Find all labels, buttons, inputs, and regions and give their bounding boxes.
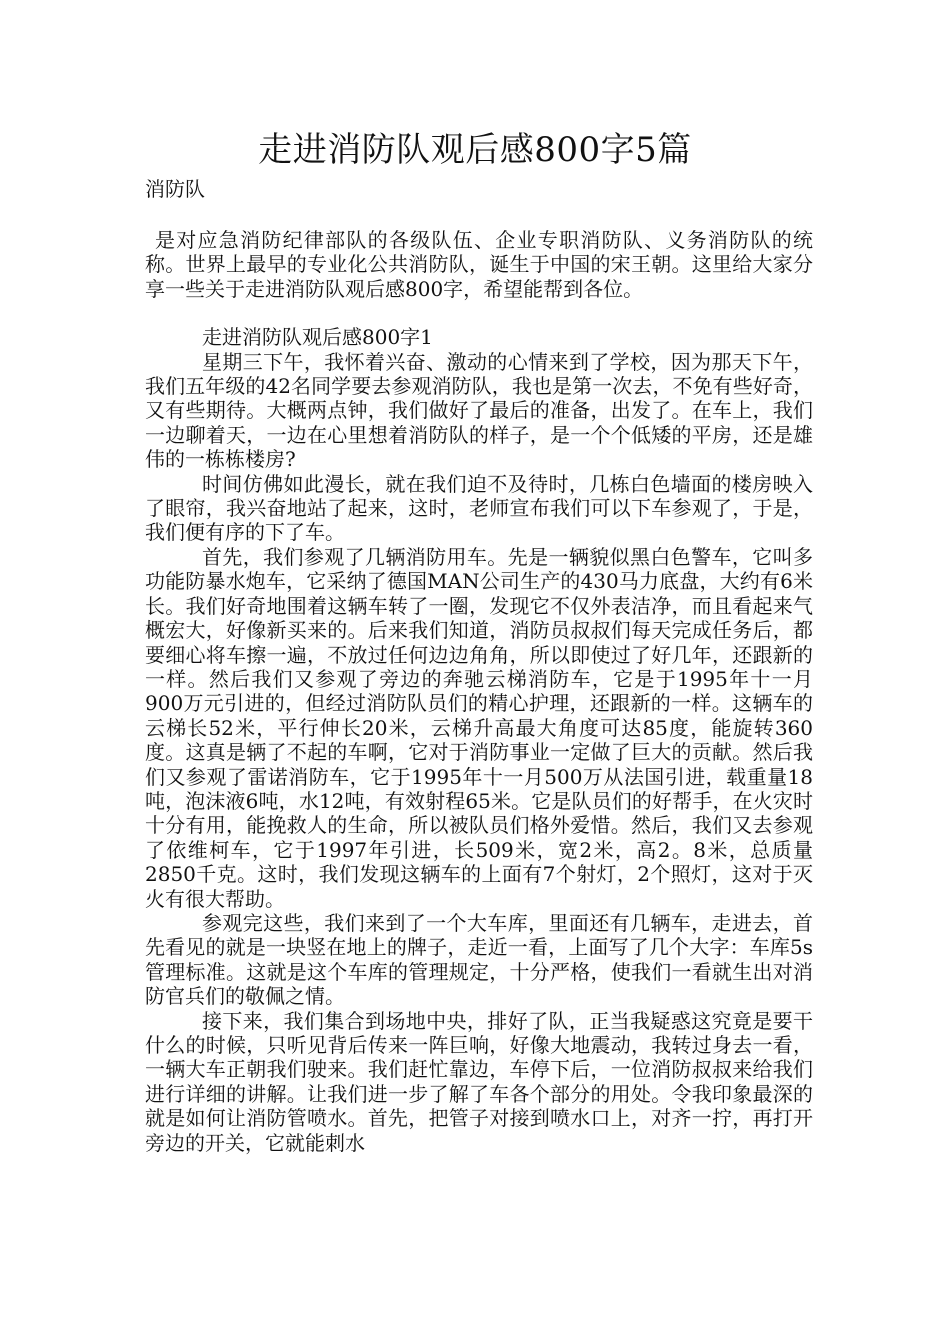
intro-paragraph: 是对应急消防纪律部队的各级队伍、企业专职消防队、义务消防队的统称。世界上最早的专业化公共消防队，诞生于中国的宋王朝。这里给大家分享一些关于走进消防队观后感800字，希望能帮到各位。 (145, 228, 813, 301)
body-paragraph-5: 接下来，我们集合到场地中央，排好了队，正当我疑惑这究竟是要干什么的时候，只听见背后传来一阵巨响，好像大地震动，我转过身去一看，一辆大车正朝我们驶来。我们赶忙靠边，车停下后，一位消防叔叔来给我们进行详细的讲解。让我们进一步了解了车各个部分的用处。令我印象最深的就是如何让消防管喷水。首先，把管子对接到喷水口上，对齐一拧，再打开旁边的开关，它就能刺水 (145, 1008, 813, 1155)
body-paragraph-3: 首先，我们参观了几辆消防用车。先是一辆貌似黑白色警车，它叫多功能防暴水炮车，它采纳了德国MAN公司生产的430马力底盘，大约有6米长。我们好奇地围着这辆车转了一圈，发现它不仅外表洁净，而且看起来气概宏大，好像新买来的。后来我们知道，消防员叔叔们每天完成任务后，都要细心将车擦一遍，不放过任何边边角角，所以即使过了好几年，还跟新的一样。然后我们又参观了旁边的奔驰云梯消防车，它是于1995年十一月900万元引进的，但经过消防队员们的精心护理，还跟新的一样。这辆车的云梯长52米，平行伸长20米，云梯升高最大角度可达85度，能旋转360度。这真是辆了不起的车啊，它对于消防事业一定做了巨大的贡献。然后我们又参观了雷诺消防车，它于1995年十一月500万从法国引进，载重量18吨，泡沫液6吨，水12吨，有效射程65米。它是队员们的好帮手，在火灾时十分有用，能挽救人的生命，所以被队员们格外爱惜。然后，我们又去参观了依维柯车，它于1997年引进，长509米，宽2米，高2。8米，总质量2850千克。这时，我们发现这辆车的上面有7个射灯，2个照灯，这对于灭火有很大帮助。 (145, 544, 813, 911)
body-paragraph-2: 时间仿佛如此漫长，就在我们迫不及待时，几栋白色墙面的楼房映入了眼帘，我兴奋地站了起来，这时，老师宣布我们可以下车参观了，于是，我们便有序的下了车。 (145, 471, 813, 545)
document-subtitle: 消防队 (145, 177, 205, 201)
section-heading: 走进消防队观后感800字1 (202, 325, 433, 350)
document-body (145, 228, 813, 1155)
document-title: 走进消防队观后感800字5篇 (258, 130, 692, 170)
body-paragraph-1: 星期三下午，我怀着兴奋、激动的心情来到了学校，因为那天下午，我们五年级的42名同学要去参观消防队，我也是第一次去，不免有些好奇，又有些期待。大概两点钟，我们做好了最后的准备，出发了。在车上，我们一边聊着天，一边在心里想着消防队的样子，是一个个低矮的平房，还是雄伟的一栋栋楼房? (145, 349, 813, 472)
body-paragraph-4: 参观完这些，我们来到了一个大车库，里面还有几辆车，走进去，首先看见的就是一块竖在地上的牌子，走近一看，上面写了几个大字：车库5s管理标准。这就是这个车库的管理规定，十分严格，使我们一看就生出对消防官兵们的敬佩之情。 (145, 910, 813, 1009)
